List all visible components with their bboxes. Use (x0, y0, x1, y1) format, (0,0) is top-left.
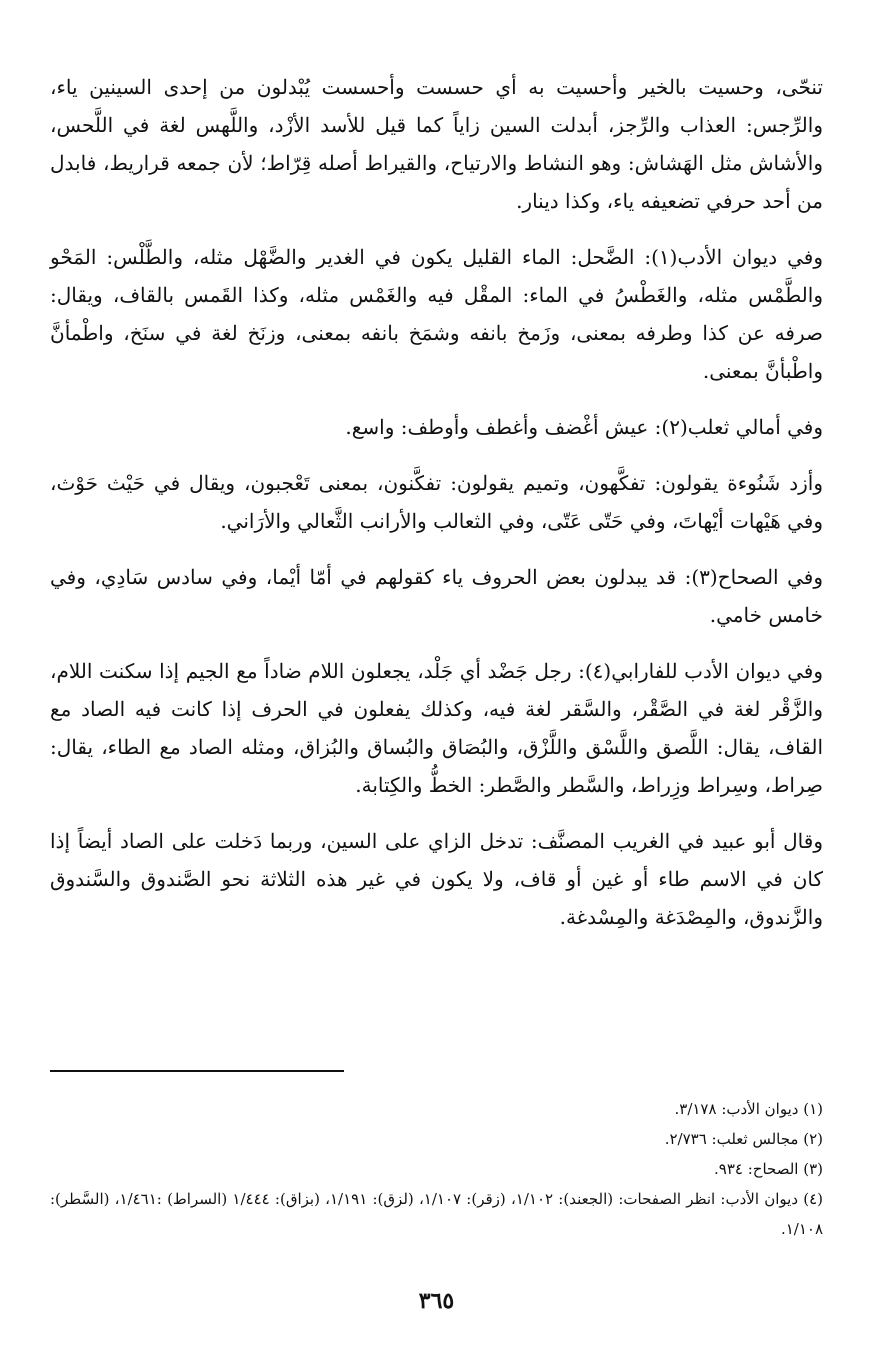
paragraph: وفي ديوان الأدب للفارابي(٤): رجل جَضْد أي جَلْد، يجعلون اللام ضاداً مع الجيم إذا سكنت اللام، والزَّقْر لغة في الصَّقْر، والسَّقر لغة فيه، وكذلك يفعلون في الحرف إذا كانت فيه الصاد مع القاف، يقال: اللَّصق واللَّسْق واللَّزْق، والبُصَاق والبُساق والبُزاق، ومثله الصاد مع الطاء، يقال: صِراط، وسِراط وزِراط، والسَّطر والصَّطر: الخطُّ والكِتابة. (50, 659, 824, 797)
paragraph: وأزد شَنُوءة يقولون: تفكَّهون، وتميم يقولون: تفكَّنون، بمعنى تَعْجبون، ويقال في حَيْث حَوْث، وفي هَيْهات أيْهاتَ، وفي حَتّى عَتّى، وفي الثعالب والأرانب الثَّعالي والأرَاني. (50, 471, 823, 533)
footnote: (٢) مجالس ثعلب: ٢/٧٣٦. (664, 1130, 823, 1148)
footnote: (٤) ديوان الأدب: انظر الصفحات: (الجعند): ١/١٠٢، (زقر): ١/١٠٧، (لزق): ١/١٩١، (بزاق): ١/٤٤٤ (السراط) :١/٤٦١، (السَّطر): ١/١٠٨. (50, 1190, 823, 1238)
footnote-divider (50, 1070, 344, 1072)
paragraph: وفي الصحاح(٣): قد يبدلون بعض الحروف ياء كقولهم في أمّا أيْما، وفي سادس سَادِي، وفي خامس خامي. (50, 565, 823, 627)
paragraph: وفي أمالي ثعلب(٢): عيش أغْضف وأغطف وأوطف: واسع. (345, 415, 823, 439)
paragraph: وقال أبو عبيد في الغريب المصنَّف: تدخل الزاي على السين، وربما دَخلت على الصاد أيضاً إذا كان في الاسم طاء أو غين أو قاف، ولا يكون في غير هذه الثلاثة نحو الصَّندوق والسَّندوق والزَّندوق، والمِصْدَغة والمِسْدغة. (50, 829, 823, 929)
page-number: ٣٦٥ (418, 1288, 455, 1314)
footnote: (١) ديوان الأدب: ٣/١٧٨. (674, 1100, 823, 1118)
footnote-list (50, 1094, 823, 1244)
paragraph: وفي ديوان الأدب(١): الضَّحل: الماء القليل يكون في الغدير والضَّهْل مثله، والطَّلْس: المَحْو والطَّمْس مثله، والغَطْسُ في الماء: المقْل فيه والغَمْس مثله، وكذا القَمس بالقاف، ويقال: صرفه عن كذا وطرفه بمعنى، وزَمخ بانفه وشمَخ بانفه بمعنى، وزنَخ لغة في سنَخ، واطْمأنَّ واطْبأنَّ بمعنى. (50, 245, 823, 383)
paragraph: تنحّى، وحسيت بالخير وأحسيت به أي حسست وأحسست يُبْدلون من إحدى السينين ياء، والرِّجس: العذاب والرِّجز، أبدلت السين زاياً كما قيل للأسد الأزْد، واللَّهس لغة في اللَّحس، والأشاش مثل الهَشاش: وهو النشاط والارتياح، والقيراط أصله قِرّاط؛ لأن جمعه قراريط، فابدل من أحد حرفي تضعيفه ياء، وكذا دينار. (50, 75, 823, 213)
footnotes-section (50, 1070, 823, 1244)
main-text (50, 68, 823, 954)
footnote: (٣) الصحاح: ٩٣٤. (714, 1160, 823, 1178)
